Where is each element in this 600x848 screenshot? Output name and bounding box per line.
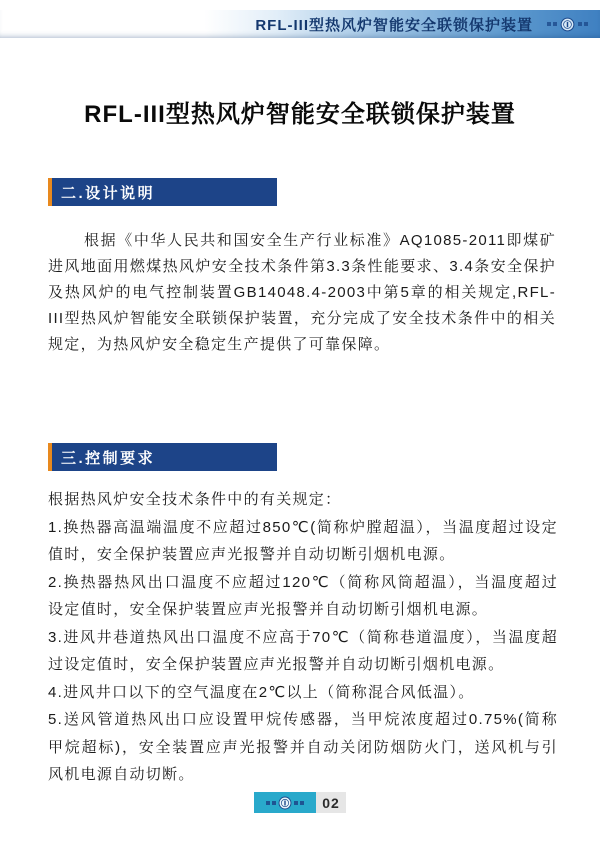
brand-emblem-icon	[560, 17, 575, 32]
requirement-item: 5.送风管道热风出口应设置甲烷传感器，当甲烷浓度超过0.75%(简称甲烷超标)，安全装置应声光报警并自动关闭防烟防火门，送风机与引风机电源自动切断。	[48, 711, 558, 783]
control-requirements	[48, 486, 558, 789]
requirement-item: 1.换热器高温端温度不应超过850℃(简称炉膛超温），当温度超过设定值时，安全保护装置应声光报警并自动切断引烟机电源。	[48, 518, 558, 563]
section-heading-design	[48, 178, 277, 206]
footer-emblem-icon	[278, 796, 292, 810]
header-title: RFL-III型热风炉智能安全联锁保护装置	[255, 16, 533, 34]
header-banner	[0, 10, 600, 38]
page-number: 02	[316, 792, 346, 813]
section-heading-control-label: 三.控制要求	[61, 449, 156, 467]
section-heading-design-label: 二.设计说明	[61, 184, 156, 202]
requirement-item: 4.进风井口以下的空气温度在2℃以上（简称混合风低温）。	[48, 683, 475, 701]
footer-logo-mark-left	[266, 801, 276, 805]
section-heading-control	[48, 443, 277, 471]
logo-mark-right	[578, 22, 588, 26]
page-title: RFL-III型热风炉智能安全联锁保护装置	[84, 101, 516, 128]
requirement-item: 2.换热器热风出口温度不应超过120℃（简称风筒超温），当温度超过设定值时，安全保护装置应声光报警并自动切断引烟机电源。	[48, 573, 558, 618]
footer-logo-mark-right	[294, 801, 304, 805]
logo-mark-left	[547, 22, 557, 26]
page-footer	[0, 792, 600, 813]
brand-logo	[547, 17, 588, 32]
requirements-intro: 根据热风炉安全技术条件中的有关规定：	[48, 491, 342, 508]
requirement-item: 3.进风井巷道热风出口温度不应高于70℃（简称巷道温度），当温度超过设定值时，安全保护装置应声光报警并自动切断引烟机电源。	[48, 628, 558, 673]
design-description-paragraph: 根据《中华人民共和国安全生产行业标准》AQ1085-2011即煤矿进风地面用燃煤热风炉安全技术条件第3.3条性能要求、3.4条安全保护及热风炉的电气控制装置GB14048.4-2003中第5章的相关规定,RFL-III型热风炉智能安全联锁保护装置，充分完成了安全技术条件中的相关规定，为热风炉安全稳定生产提供了可靠保障。	[48, 232, 556, 353]
footer-logo	[254, 792, 316, 813]
